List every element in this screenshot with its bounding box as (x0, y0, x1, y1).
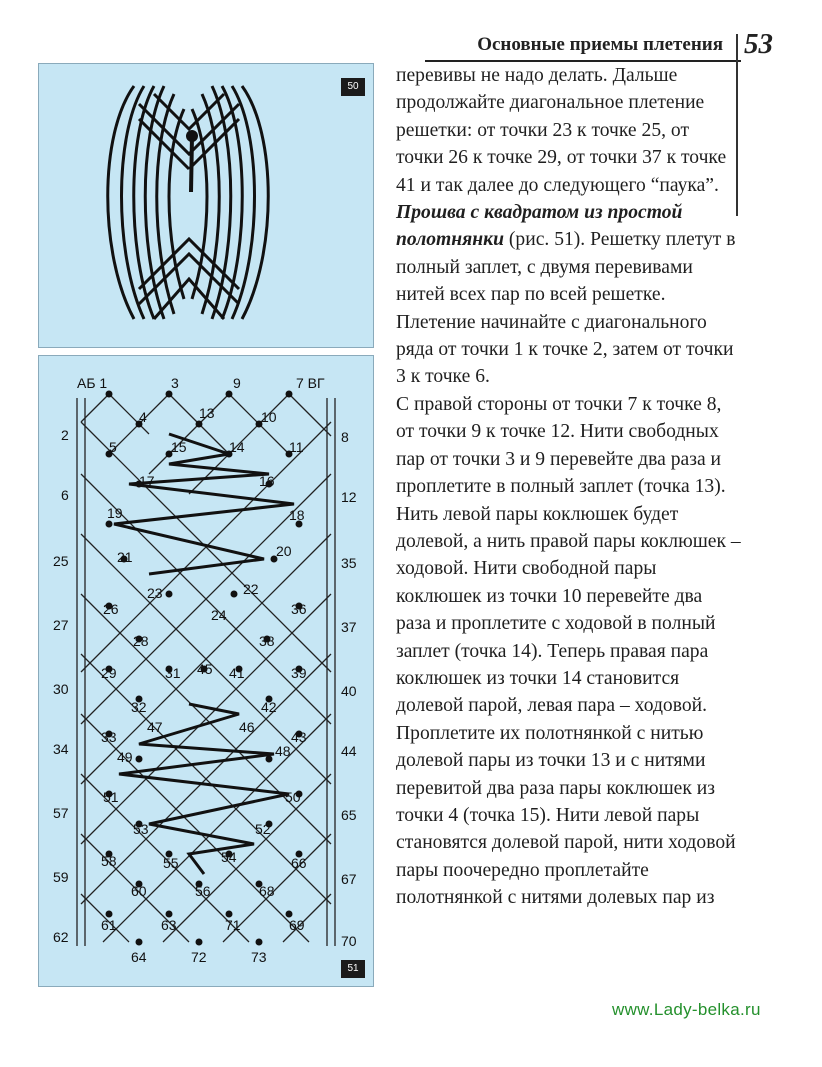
left-label: 59 (53, 869, 69, 885)
top-label: 7 ВГ (296, 375, 325, 391)
right-label: 40 (341, 683, 357, 699)
braid-illustration (39, 64, 373, 347)
node-label: 56 (195, 883, 211, 899)
node-label: 52 (255, 821, 271, 837)
node-label: 71 (225, 917, 241, 933)
left-label: 34 (53, 741, 69, 757)
right-label: 44 (341, 743, 357, 759)
node-label: 63 (161, 917, 177, 933)
paragraph: С правой стороны от точки 7 к точке 8, от точки 9 к точке 12. Нити свободных пар от точки 3 и 9 перевейте два раза и проплетите в полный заплет (точка 13). Нить левой пары коклюшек будет долевой, а нить правой пары коклюшек – ходовой. Нити свободной пары коклюшек из точки 10 перевейте два раза и проплетите с ходовой в полный заплет (точка 14). Теперь правая пара коклюшек из точки 14 становится долевой парой, левая пара – ходовой. Проплетите их полотнянкой с нитью долевой пары из точки 13 и с нитями перевитой два раза пары коклюшек из точки 4 (точка 15). Нити левой пары становятся долевой парой, нити ходовой пары поочередно проплетайте полотнянкой с нитями долевых пар из (396, 393, 741, 909)
bottom-label: 73 (251, 949, 267, 965)
node-label: 53 (133, 821, 149, 837)
node-label: 26 (103, 601, 119, 617)
right-label: 70 (341, 933, 357, 949)
node-label: 13 (199, 405, 215, 421)
node-label: 46 (239, 719, 255, 735)
node-label: 50 (285, 789, 301, 805)
node-label: 17 (139, 473, 155, 489)
node-label: 54 (221, 849, 237, 865)
node-label: 49 (117, 749, 133, 765)
node-label: 47 (147, 719, 163, 735)
chapter-title: Основные приемы плетения (477, 34, 723, 55)
node-label: 60 (131, 883, 147, 899)
node-label: 42 (261, 699, 277, 715)
paragraph: перевивы не надо делать. Дальше продолжайте диагональное плетение решетки: от точки 23 к точке 25, от точки 26 к точке 29, от точки 37 к точке 41 и так далее до следующего “паука”. (396, 65, 727, 196)
node-label: 36 (291, 601, 307, 617)
section-figure-ref: (рис. 51). (508, 229, 586, 251)
node-label: 16 (259, 473, 275, 489)
figure-badge: 51 (341, 960, 365, 978)
right-label: 65 (341, 807, 357, 823)
node-label: 5 (109, 439, 117, 455)
node-label: 48 (275, 743, 291, 759)
left-label: 62 (53, 929, 69, 945)
right-label: 35 (341, 555, 357, 571)
section-paragraph (396, 199, 741, 309)
left-label: 27 (53, 617, 69, 633)
node-label: 58 (101, 853, 117, 869)
right-label: 12 (341, 489, 357, 505)
node-label: 22 (243, 581, 259, 597)
top-label: 9 (233, 375, 241, 391)
right-label: 8 (341, 429, 349, 445)
bottom-label: 64 (131, 949, 147, 965)
node-label: 21 (117, 549, 133, 565)
node-label: 4 (139, 409, 147, 425)
body-text (396, 62, 741, 912)
figure-badge: 50 (341, 78, 365, 96)
node-label: 55 (163, 855, 179, 871)
node-label: 24 (211, 607, 227, 623)
top-label: АБ 1 (77, 375, 108, 391)
left-label: 25 (53, 553, 69, 569)
left-label: 30 (53, 681, 69, 697)
top-label: 3 (171, 375, 179, 391)
node-label: 39 (291, 665, 307, 681)
site-watermark: www.Lady-belka.ru (612, 1000, 761, 1019)
right-label: 37 (341, 619, 357, 635)
node-label: 31 (165, 665, 181, 681)
node-label: 51 (103, 789, 119, 805)
node-label: 10 (261, 409, 277, 425)
node-label: 66 (291, 855, 307, 871)
node-label: 61 (101, 917, 117, 933)
node-label: 45 (197, 661, 213, 677)
node-label: 68 (259, 883, 275, 899)
figure-51 (38, 355, 374, 987)
page-header (425, 26, 785, 62)
left-label: 6 (61, 487, 69, 503)
left-label: 2 (61, 427, 69, 443)
bottom-label: 72 (191, 949, 207, 965)
paragraph: Решетку плетут в полный заплет, с двумя перевивами нитей всех пар по всей решетке. (396, 229, 736, 306)
lace-diagram (39, 356, 373, 986)
node-label: 29 (101, 665, 117, 681)
node-label: 38 (259, 633, 275, 649)
node-label: 41 (229, 665, 245, 681)
node-label: 20 (276, 543, 292, 559)
page-number: 53 (744, 28, 773, 60)
node-label: 43 (291, 729, 307, 745)
left-label: 57 (53, 805, 69, 821)
figure-50 (38, 63, 374, 348)
node-label: 33 (101, 729, 117, 745)
paragraph: Плетение начинайте с диагонального ряда от точки 1 к точке 2, затем от точки 3 к точке 6. (396, 311, 734, 388)
node-label: 11 (289, 439, 304, 455)
section-title: Прошва с квадратом из простой полотнянки (396, 202, 683, 251)
node-label: 14 (229, 439, 245, 455)
node-label: 23 (147, 585, 163, 601)
node-label: 19 (107, 505, 123, 521)
node-label: 32 (131, 699, 147, 715)
node-label: 15 (171, 439, 187, 455)
node-label: 28 (133, 633, 149, 649)
node-label: 18 (289, 507, 305, 523)
right-label: 67 (341, 871, 357, 887)
node-label: 69 (289, 917, 305, 933)
